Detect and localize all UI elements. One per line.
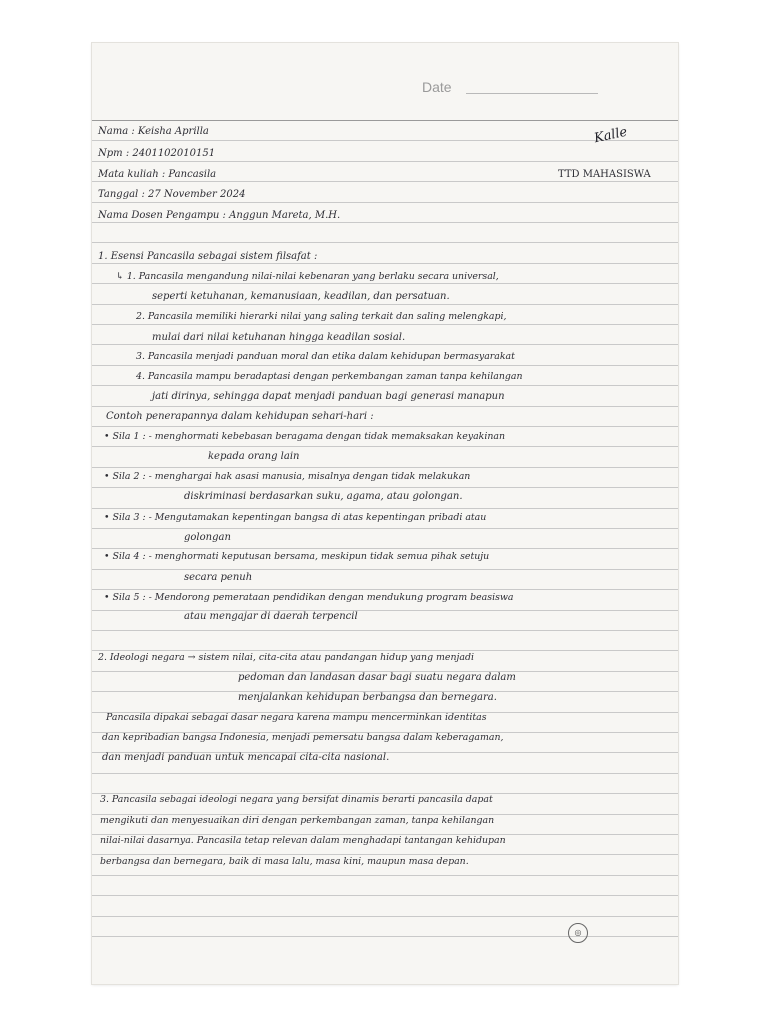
notebook-page — [92, 43, 678, 984]
section-2-para-1: Pancasila dipakai sebagai dasar negara karena mampu mencerminkan identitas — [106, 712, 487, 723]
point-4: 4. Pancasila mampu beradaptasi dengan perkembangan zaman tanpa kehilangan — [136, 371, 523, 382]
section-2-para-3: dan menjadi panduan untuk mencapai cita-cita nasional. — [102, 752, 390, 763]
ruled-line — [92, 487, 678, 488]
course-field: Mata kuliah : Pancasila — [98, 169, 217, 180]
section-3-line-2: mengikuti dan menyesuaikan diri dengan perkembangan zaman, tanpa kehilangan — [100, 815, 495, 826]
ruled-line — [92, 630, 678, 631]
ruled-line — [92, 854, 678, 855]
ruled-line — [92, 202, 678, 203]
sila-3: • Sila 3 : - Mengutamakan kepentingan bangsa di atas kepentingan pribadi atau — [104, 512, 487, 523]
section-3-line-1: 3. Pancasila sebagai ideologi negara yang bersifat dinamis berarti pancasila dapat — [100, 794, 493, 805]
npm-field: Npm : 2401102010151 — [98, 148, 216, 159]
point-1: ↳ 1. Pancasila mengandung nilai-nilai kebenaran yang berlaku secara universal, — [116, 271, 499, 282]
ruled-line — [92, 895, 678, 896]
section-2-heading: 2. Ideologi negara → sistem nilai, cita-cita atau pandangan hidup yang menjadi — [98, 652, 475, 663]
ruled-line — [92, 406, 678, 407]
ruled-line — [92, 467, 678, 468]
sila-5: • Sila 5 : - Mendorong pemerataan pendidikan dengan mendukung program beasiswa — [104, 592, 514, 603]
ruled-line — [92, 528, 678, 529]
ruled-line — [92, 385, 678, 386]
ruled-line — [92, 508, 678, 509]
ruled-line — [92, 426, 678, 427]
section-2-cont-1: pedoman dan landasan dasar bagi suatu negara dalam — [238, 672, 516, 683]
sila-4: • Sila 4 : - menghormati keputusan bersama, meskipun tidak semua pihak setuju — [104, 551, 490, 562]
point-3: 3. Pancasila menjadi panduan moral dan etika dalam kehidupan bermasyarakat — [136, 351, 515, 362]
section-2-cont-2: menjalankan kehidupan berbangsa dan bernegara. — [238, 692, 497, 703]
point-2-cont: mulai dari nilai ketuhanan hingga keadilan sosial. — [152, 332, 406, 343]
ruled-line — [92, 365, 678, 366]
date-line — [466, 93, 598, 94]
ruled-line — [92, 650, 678, 651]
ruled-line — [92, 610, 678, 611]
page-stamp-icon: ◎ — [568, 923, 588, 943]
ruled-line — [92, 242, 678, 243]
ruled-line — [92, 589, 678, 590]
date-label: Date — [422, 79, 452, 95]
ruled-line — [92, 446, 678, 447]
ruled-line — [92, 222, 678, 223]
ruled-line — [92, 263, 678, 264]
sila-1: • Sila 1 : - menghormati kebebasan beragama dengan tidak memaksakan keyakinan — [104, 431, 506, 442]
section-3-line-4: berbangsa dan bernegara, baik di masa lalu, masa kini, maupun masa depan. — [100, 856, 469, 867]
sila-5-cont: atau mengajar di daerah terpencil — [184, 611, 358, 622]
ruled-line — [92, 916, 678, 917]
date-field: Tanggal : 27 November 2024 — [98, 189, 246, 200]
ruled-line — [92, 936, 678, 937]
point-2: 2. Pancasila memiliki hierarki nilai yang saling terkait dan saling melengkapi, — [136, 311, 507, 322]
section-3-line-3: nilai-nilai dasarnya. Pancasila tetap relevan dalam menghadapi tantangan kehidupan — [100, 835, 506, 846]
ruled-line — [92, 324, 678, 325]
sila-4-cont: secara penuh — [184, 572, 253, 583]
ruled-line — [92, 875, 678, 876]
ruled-line — [92, 283, 678, 284]
signature-caption: TTD MAHASISWA — [558, 169, 651, 180]
sila-2-cont: diskriminasi berdasarkan suku, agama, atau golongan. — [184, 491, 463, 502]
point-4-cont: jati dirinya, sehingga dapat menjadi panduan bagi generasi manapun — [152, 391, 505, 402]
section-1-heading: 1. Esensi Pancasila sebagai sistem filsafat : — [98, 251, 318, 262]
ruled-line — [92, 773, 678, 774]
sila-2: • Sila 2 : - menghargai hak asasi manusia, misalnya dengan tidak melakukan — [104, 471, 471, 482]
ruled-line — [92, 344, 678, 345]
ruled-line — [92, 569, 678, 570]
sila-1-cont: kepada orang lain — [208, 451, 300, 462]
ruled-line — [92, 161, 678, 162]
ruled-line — [92, 304, 678, 305]
section-2-para-2: dan kepribadian bangsa Indonesia, menjadi pemersatu bangsa dalam keberagaman, — [102, 732, 504, 743]
example-heading: Contoh penerapannya dalam kehidupan sehari-hari : — [106, 411, 374, 422]
ruled-line — [92, 140, 678, 141]
sila-3-cont: golongan — [184, 532, 231, 543]
student-signature: Kalle — [592, 124, 629, 147]
ruled-line — [92, 120, 678, 121]
lecturer-field: Nama Dosen Pengampu : Anggun Mareta, M.H. — [98, 210, 341, 221]
ruled-line — [92, 181, 678, 182]
ruled-line — [92, 548, 678, 549]
name-field: Nama : Keisha Aprilla — [98, 126, 209, 137]
point-1-cont: seperti ketuhanan, kemanusiaan, keadilan, dan persatuan. — [152, 291, 450, 302]
